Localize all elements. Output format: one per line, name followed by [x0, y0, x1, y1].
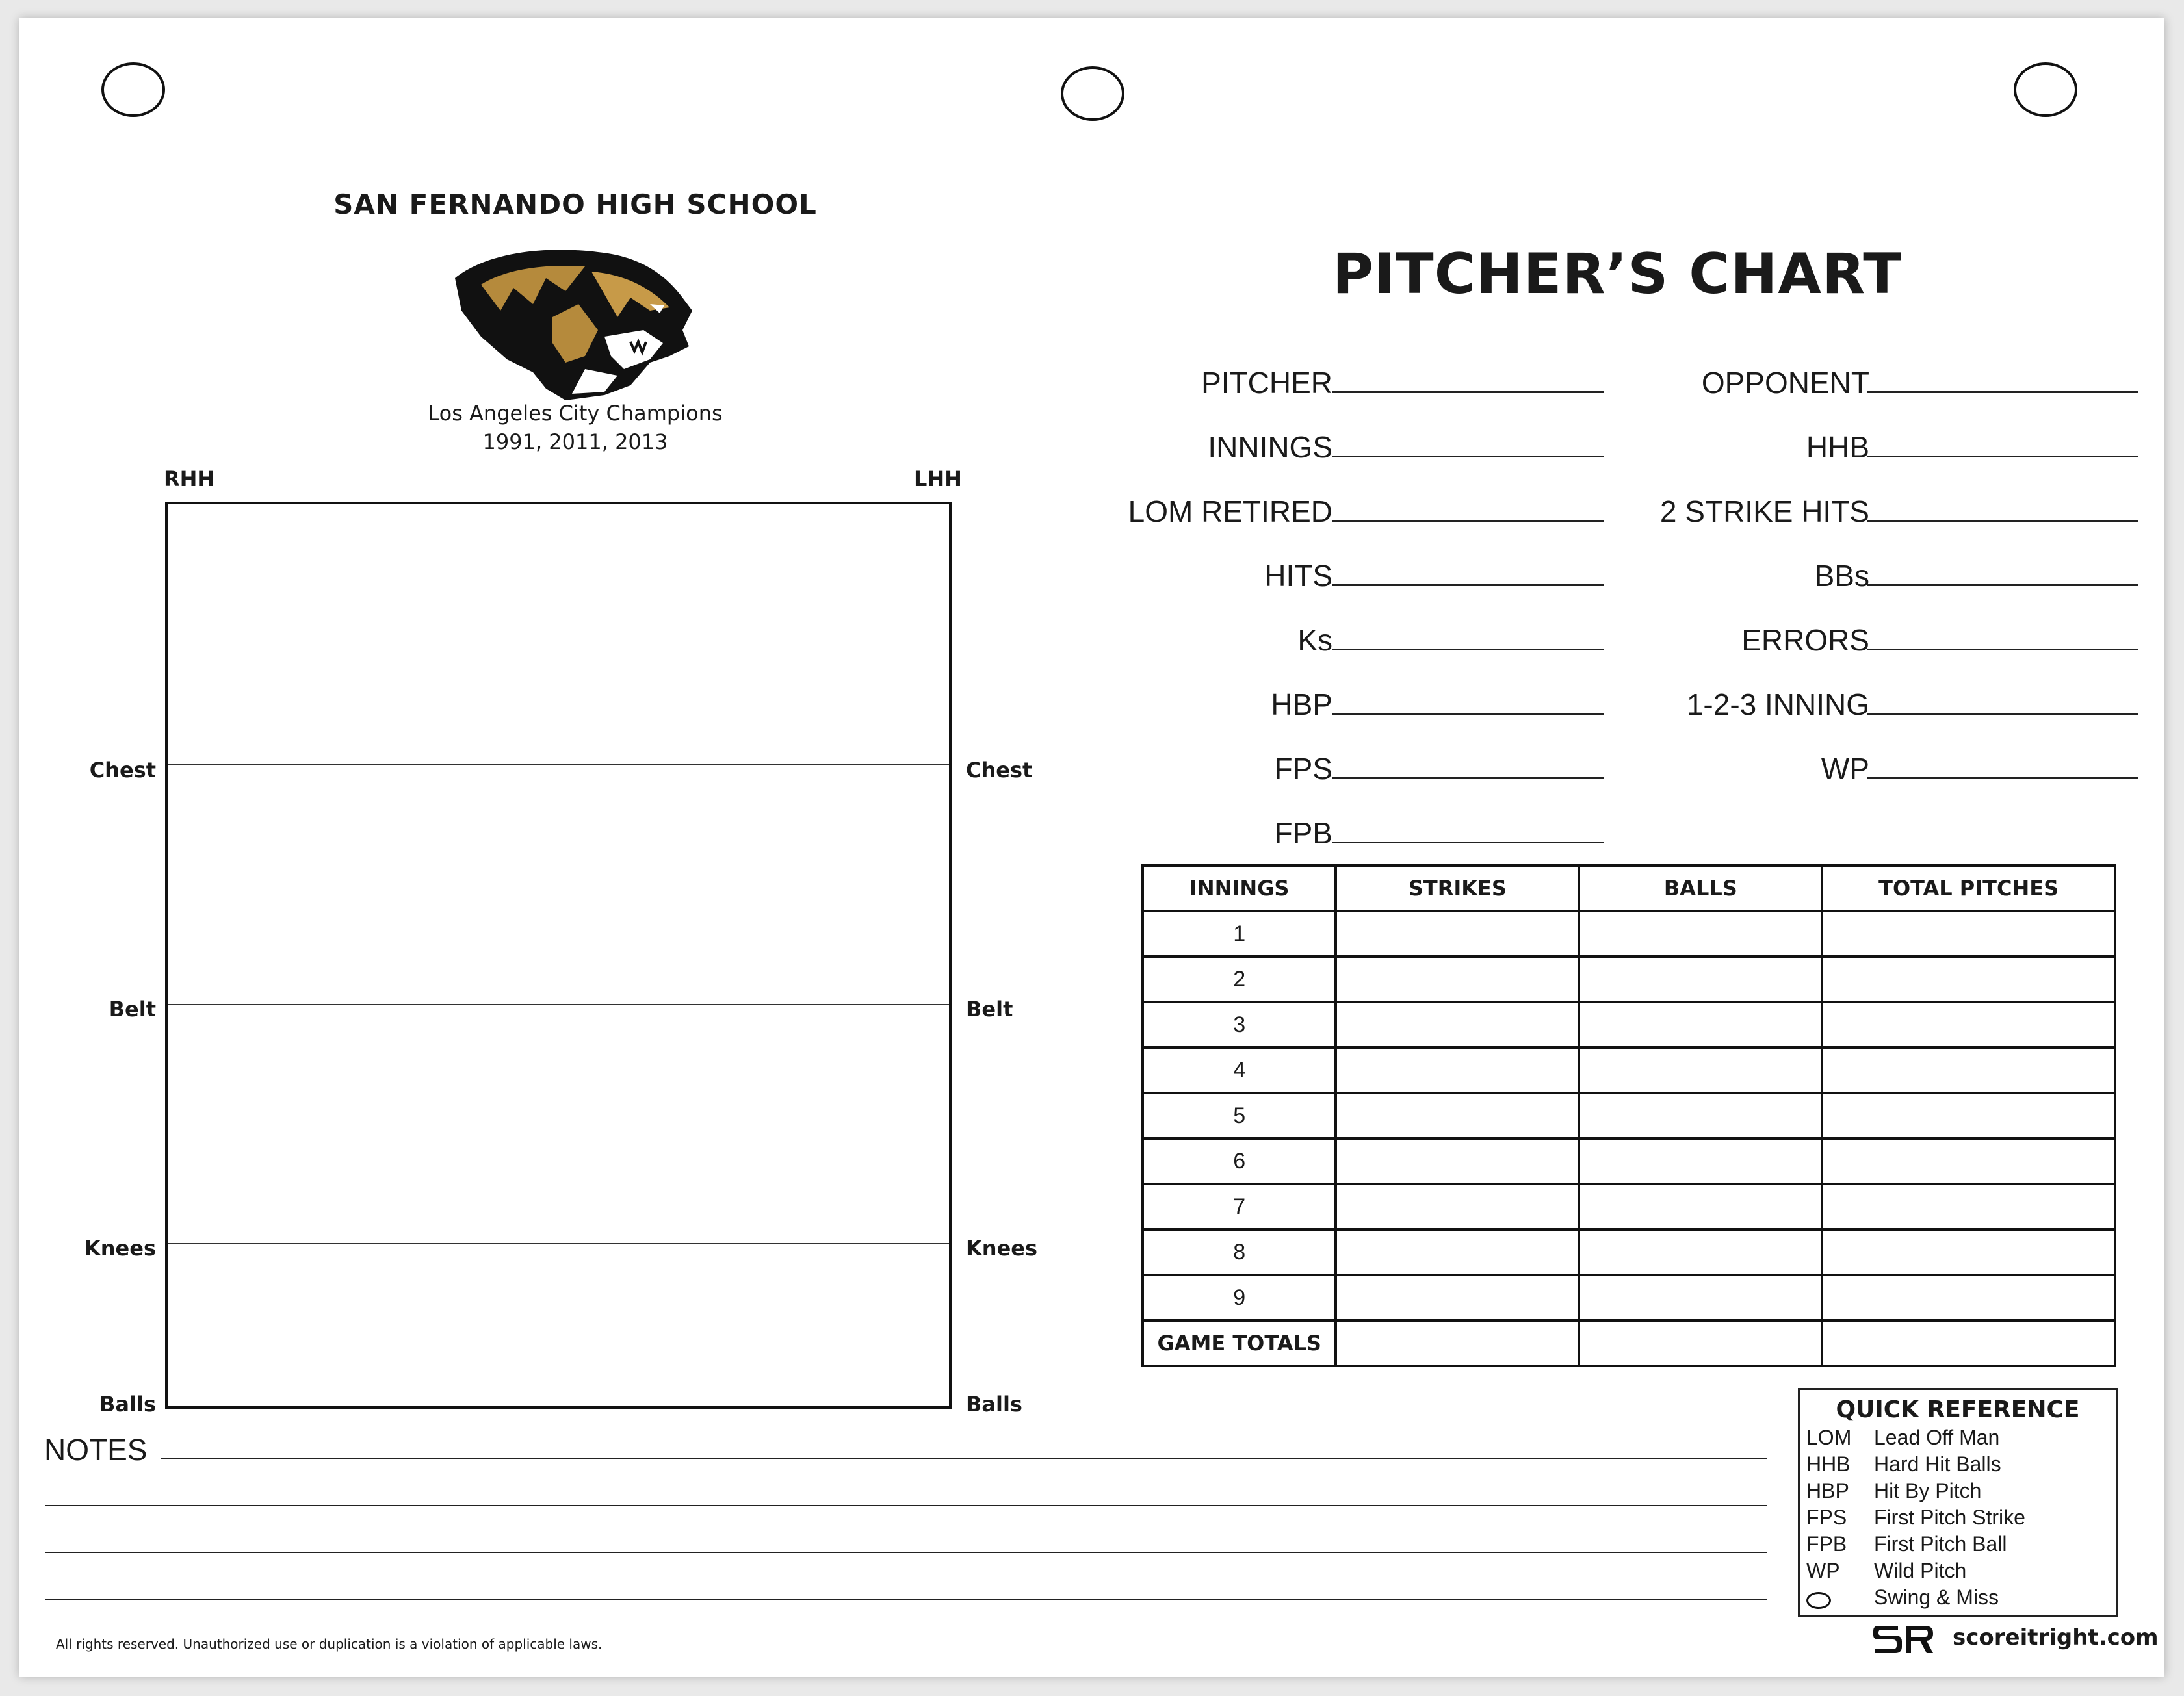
two-strike-hits-field[interactable]: [1867, 520, 2138, 522]
one-two-three-inning-label: 1-2-3 INNING: [1686, 687, 1869, 721]
strikes-cell[interactable]: [1336, 1002, 1579, 1047]
fps-label: FPS: [1274, 752, 1332, 786]
total-pitches-cell[interactable]: [1822, 957, 2115, 1002]
inning-number: 4: [1143, 1047, 1336, 1093]
wp-label: WP: [1821, 752, 1869, 786]
belt-line: [168, 1004, 949, 1005]
hhb-field[interactable]: [1867, 456, 2138, 457]
table-row: [1143, 1184, 2115, 1229]
inning-number: 1: [1143, 911, 1336, 957]
page-title: PITCHER’S CHART: [1332, 242, 1902, 307]
strikes-cell[interactable]: [1336, 1184, 1579, 1229]
bbs-field[interactable]: [1867, 584, 2138, 586]
two-strike-hits-label: 2 STRIKE HITS: [1659, 495, 1869, 528]
website-link[interactable]: scoreitright.com: [1953, 1625, 2159, 1651]
fps-field[interactable]: [1332, 777, 1604, 779]
table-row: [1143, 1275, 2115, 1320]
balls-cell[interactable]: [1579, 911, 1822, 957]
balls-total-cell[interactable]: [1579, 1320, 1822, 1366]
binder-hole-right: [2014, 62, 2077, 117]
qr-def: Lead Off Man: [1874, 1426, 2000, 1449]
balls-cell[interactable]: [1579, 1184, 1822, 1229]
school-name: SAN FERNANDO HIGH SCHOOL: [333, 188, 817, 220]
balls-cell[interactable]: [1579, 1229, 1822, 1275]
quick-reference-title: QUICK REFERENCE: [1836, 1396, 2080, 1423]
fpb-label: FPB: [1274, 816, 1332, 850]
total-pitches-cell[interactable]: [1822, 1002, 2115, 1047]
strike-zone-box[interactable]: [165, 502, 952, 1409]
qr-def: First Pitch Ball: [1874, 1532, 2007, 1556]
champions-line-2: 1991, 2011, 2013: [482, 430, 668, 454]
strikes-cell[interactable]: [1336, 1275, 1579, 1320]
binder-hole-center: [1061, 66, 1124, 121]
chest-label-left: Chest: [89, 758, 156, 782]
game-totals-label: GAME TOTALS: [1143, 1320, 1336, 1366]
knees-line: [168, 1243, 949, 1244]
hbp-field[interactable]: [1332, 713, 1604, 715]
lhh-label: LHH: [914, 467, 962, 491]
balls-label-right: Balls: [966, 1392, 1022, 1417]
balls-header: BALLS: [1579, 866, 1822, 911]
strikes-cell[interactable]: [1336, 1229, 1579, 1275]
opponent-label: OPPONENT: [1701, 366, 1869, 400]
strikes-total-cell[interactable]: [1336, 1320, 1579, 1366]
belt-label-left: Belt: [109, 997, 156, 1021]
total-pitches-cell[interactable]: [1822, 1229, 2115, 1275]
one-two-three-inning-field[interactable]: [1867, 713, 2138, 715]
strikes-header: STRIKES: [1336, 866, 1579, 911]
sr-logo-icon: [1872, 1622, 1934, 1656]
qr-def: Hard Hit Balls: [1874, 1452, 2001, 1476]
notes-line[interactable]: [46, 1505, 1767, 1506]
balls-label-left: Balls: [99, 1392, 156, 1417]
strikes-cell[interactable]: [1336, 957, 1579, 1002]
opponent-field[interactable]: [1867, 391, 2138, 393]
chest-label-right: Chest: [966, 758, 1033, 782]
quick-reference-item: [1800, 1532, 2116, 1559]
strikes-cell[interactable]: [1336, 1047, 1579, 1093]
total-pitches-cell[interactable]: [1822, 1093, 2115, 1138]
qr-def: Wild Pitch: [1874, 1559, 1967, 1582]
inning-number: 3: [1143, 1002, 1336, 1047]
total-pitches-header: TOTAL PITCHES: [1822, 866, 2115, 911]
innings-field[interactable]: [1332, 456, 1604, 457]
table-header-row: [1143, 866, 2115, 911]
hbp-label: HBP: [1271, 687, 1332, 721]
inning-number: 5: [1143, 1093, 1336, 1138]
belt-label-right: Belt: [966, 997, 1013, 1021]
qr-abbr: HHB: [1806, 1452, 1851, 1476]
pitchers-chart-sheet: [20, 18, 2164, 1677]
inning-number: 8: [1143, 1229, 1336, 1275]
notes-line[interactable]: [46, 1599, 1767, 1600]
balls-cell[interactable]: [1579, 1093, 1822, 1138]
quick-reference-item: [1800, 1506, 2116, 1532]
total-pitches-cell[interactable]: [1822, 911, 2115, 957]
pitcher-label: PITCHER: [1201, 366, 1332, 400]
rhh-label: RHH: [164, 467, 215, 491]
table-row: [1143, 1047, 2115, 1093]
notes-line[interactable]: [46, 1552, 1767, 1553]
qr-abbr: FPB: [1806, 1532, 1847, 1556]
balls-cell[interactable]: [1579, 1138, 1822, 1184]
ks-field[interactable]: [1332, 649, 1604, 650]
balls-cell[interactable]: [1579, 1275, 1822, 1320]
qr-abbr: LOM: [1806, 1426, 1852, 1449]
balls-cell[interactable]: [1579, 1047, 1822, 1093]
quick-reference-item: [1800, 1452, 2116, 1479]
total-pitches-cell[interactable]: [1822, 1138, 2115, 1184]
qr-abbr: FPS: [1806, 1506, 1847, 1529]
quick-reference-item: [1800, 1586, 2116, 1612]
balls-cell[interactable]: [1579, 1002, 1822, 1047]
table-row: [1143, 1229, 2115, 1275]
oval-icon: [1806, 1592, 1831, 1609]
ks-label: Ks: [1297, 623, 1332, 657]
total-pitches-cell[interactable]: [1822, 1275, 2115, 1320]
hits-label: HITS: [1264, 559, 1332, 593]
quick-reference-box: [1798, 1388, 2118, 1617]
fpb-field[interactable]: [1332, 842, 1604, 843]
copyright-notice: All rights reserved. Unauthorized use or duplication is a violation of applicable laws.: [56, 1636, 603, 1652]
quick-reference-item: [1800, 1559, 2116, 1586]
strikes-cell[interactable]: [1336, 1093, 1579, 1138]
table-row: [1143, 911, 2115, 957]
innings-label: INNINGS: [1208, 430, 1332, 464]
table-row: [1143, 1002, 2115, 1047]
table-row: [1143, 1138, 2115, 1184]
table-row: [1143, 1093, 2115, 1138]
knees-label-right: Knees: [966, 1236, 1038, 1261]
inning-number: 7: [1143, 1184, 1336, 1229]
balls-cell[interactable]: [1579, 957, 1822, 1002]
notes-label: NOTES: [44, 1433, 148, 1467]
hits-field[interactable]: [1332, 584, 1604, 586]
innings-tally-table: [1141, 864, 2116, 1367]
errors-field[interactable]: [1867, 649, 2138, 650]
hhb-label: HHB: [1806, 430, 1869, 464]
total-pitches-total-cell[interactable]: [1822, 1320, 2115, 1366]
qr-def: Swing & Miss: [1874, 1586, 1999, 1609]
qr-abbr: HBP: [1806, 1479, 1849, 1502]
champions-line-1: Los Angeles City Champions: [428, 401, 723, 426]
quick-reference-item: [1800, 1426, 2116, 1452]
knees-label-left: Knees: [84, 1236, 156, 1261]
inning-number: 9: [1143, 1275, 1336, 1320]
total-pitches-cell[interactable]: [1822, 1184, 2115, 1229]
wp-field[interactable]: [1867, 777, 2138, 779]
errors-label: ERRORS: [1741, 623, 1869, 657]
lom-retired-field[interactable]: [1332, 520, 1604, 522]
pitcher-field[interactable]: [1332, 391, 1604, 393]
total-pitches-cell[interactable]: [1822, 1047, 2115, 1093]
qr-def: Hit By Pitch: [1874, 1479, 1982, 1502]
bbs-label: BBs: [1814, 559, 1869, 593]
tiger-mascot-icon: [436, 233, 696, 409]
inning-number: 6: [1143, 1138, 1336, 1184]
notes-line[interactable]: [161, 1458, 1767, 1459]
table-row: [1143, 957, 2115, 1002]
inning-number: 2: [1143, 957, 1336, 1002]
quick-reference-item: [1800, 1479, 2116, 1506]
strikes-cell[interactable]: [1336, 911, 1579, 957]
chest-line: [168, 764, 949, 765]
innings-header: INNINGS: [1143, 866, 1336, 911]
binder-hole-left: [101, 62, 165, 117]
qr-def: First Pitch Strike: [1874, 1506, 2025, 1529]
strikes-cell[interactable]: [1336, 1138, 1579, 1184]
lom-retired-label: LOM RETIRED: [1128, 495, 1332, 528]
game-totals-row: [1143, 1320, 2115, 1366]
qr-abbr: WP: [1806, 1559, 1840, 1582]
